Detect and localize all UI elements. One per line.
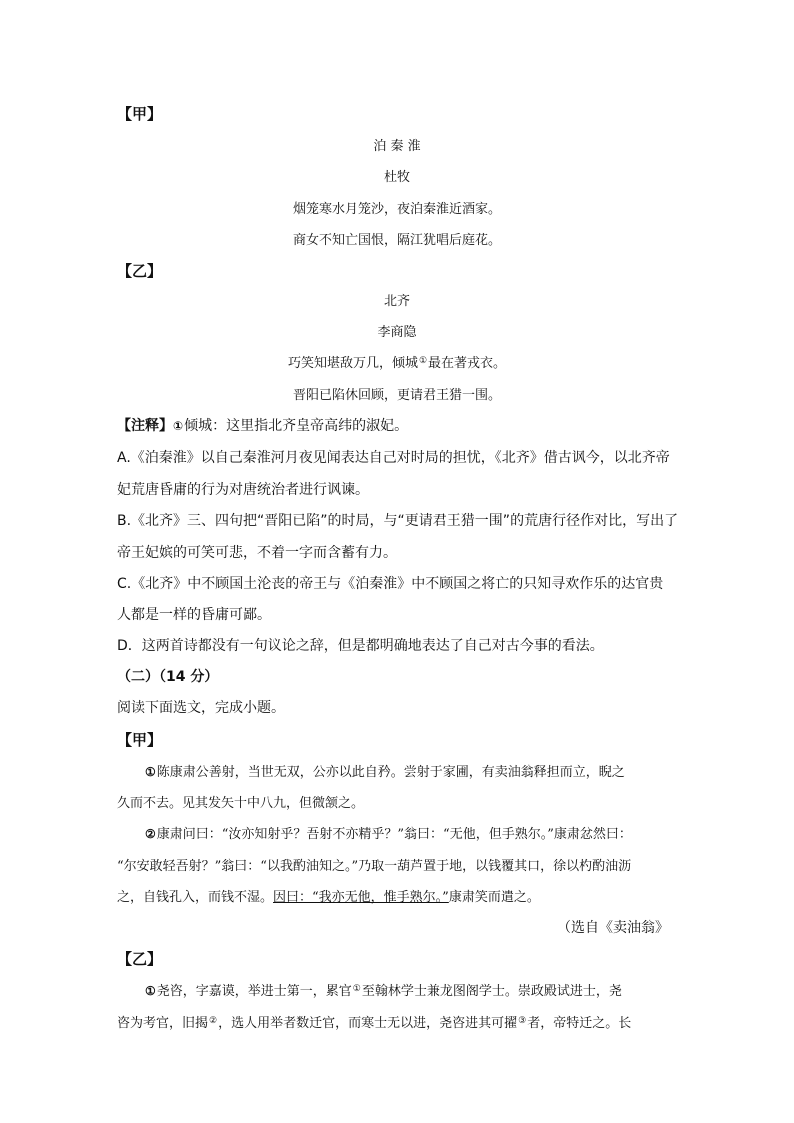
note-line xyxy=(117,415,408,435)
footnote-marker: ② xyxy=(209,1016,218,1026)
footnote-marker: ① xyxy=(352,984,361,994)
section-label-yi: 【乙】 xyxy=(117,262,163,280)
p3-text1b: 至翰林学士兼龙图阁学士。崇政殿试进士，尧 xyxy=(361,984,622,999)
p2-text3a: 之，自钱孔入，而钱不湿。 xyxy=(117,890,274,905)
poem1-line1: 烟笼寒水月笼沙，夜泊秦淮近酒家。 xyxy=(292,202,501,217)
passage-jia-p1-line2: 久而不去。见其发矢十中八九，但微颔之。 xyxy=(117,796,365,811)
passage-source: （选自《卖油翁》 xyxy=(557,920,669,936)
option-d: D．这两首诗都没有一句议论之辞，但是都明确地表达了自己对古今事的看法。 xyxy=(117,638,604,654)
footnote-marker: ③ xyxy=(518,1016,527,1026)
option-c-line2: 人都是一样的昏庸可鄙。 xyxy=(117,607,271,623)
poem2-title: 北齐 xyxy=(383,294,410,309)
paragraph-marker: ② xyxy=(145,827,156,841)
poem2-line1 xyxy=(0,352,794,371)
poem2-author: 李商隐 xyxy=(377,325,417,340)
p2-text3b: 康肃笑而遣之。 xyxy=(448,890,540,905)
footnote-marker: ① xyxy=(418,356,428,366)
note-label: 【注释】 xyxy=(117,418,173,434)
passage-jia-p2-line2: “尔安敢轻吾射？”翁曰：“以我酌油知之。”乃取一葫芦置于地，以钱覆其口，徐以杓酌油沥 xyxy=(117,859,632,874)
poem1-line2: 商女不知亡国恨，隔江犹唱后庭花。 xyxy=(292,233,501,248)
paragraph-marker: ① xyxy=(145,765,156,779)
option-b-line1: B.《北齐》三、四句把“晋阳已陷”的时局，与“更请君王猎一围”的荒唐行径作对比，写出了 xyxy=(117,513,679,529)
option-a-line1: A.《泊秦淮》以自己秦淮河月夜见闻表达自己对时局的担忧，《北齐》借古讽今，以北齐帝 xyxy=(117,450,670,466)
part2-label-jia: 【甲】 xyxy=(117,731,163,749)
poem2-line1-part1: 巧笑知堪敌万几，倾城 xyxy=(287,356,418,371)
p3-text2b: ，选人用举者数迁官，而寒士无以进，尧咨进其可擢 xyxy=(218,1016,518,1031)
option-a-line2: 妃荒唐昏庸的行为对唐统治者进行讽谏。 xyxy=(117,482,369,498)
section-label-jia: 【甲】 xyxy=(117,105,163,123)
poem2-line1-part2: 最在著戎衣。 xyxy=(428,356,507,371)
p3-text2a: 咨为考官，旧揭 xyxy=(117,1016,209,1031)
passage-yi-line2 xyxy=(117,1012,631,1031)
option-b-line2: 帝王妃嫔的可笑可悲，不着一字而含蓄有力。 xyxy=(117,545,397,561)
part2-heading: （二）（14 分） xyxy=(117,669,219,685)
p1-text1: 陈康肃公善射，当世无双，公亦以此自矜。尝射于家圃，有卖油翁释担而立，睨之 xyxy=(156,765,625,780)
passage-jia-p2-line3 xyxy=(117,886,540,905)
p2-text1: 康肃问曰：“汝亦知射乎？吾射不亦精乎？”翁曰：“无他，但手熟尔。”康肃忿然曰： xyxy=(156,827,632,842)
passage-jia-p2-line1 xyxy=(145,823,632,842)
poem1-title: 泊 秦 淮 xyxy=(373,139,421,154)
note-marker: ① xyxy=(173,419,184,433)
passage-jia-p1-line1 xyxy=(145,761,625,780)
passage-yi-line1 xyxy=(145,980,622,999)
poem2-line2: 晋阳已陷休回顾，更请君王猎一围。 xyxy=(292,388,501,403)
note-text: 倾城：这里指北齐皇帝高纬的淑妃。 xyxy=(184,418,409,434)
option-c-line1: C.《北齐》中不顾国土沦丧的帝王与《泊秦淮》中不顾国之将亡的只知寻欢作乐的达官贵 xyxy=(117,576,664,592)
p3-text1a: 尧咨，字嘉谟，举进士第一，累官 xyxy=(156,984,352,999)
part2-instruction: 阅读下面选文，完成小题。 xyxy=(117,700,285,716)
paragraph-marker: ① xyxy=(145,984,156,998)
underlined-sentence: 因曰：“我亦无他，惟手熟尔。” xyxy=(273,890,449,905)
part2-label-yi: 【乙】 xyxy=(117,950,163,968)
poem1-author: 杜牧 xyxy=(383,170,410,185)
p3-text2c: 者，帝特迁之。长 xyxy=(527,1016,632,1031)
